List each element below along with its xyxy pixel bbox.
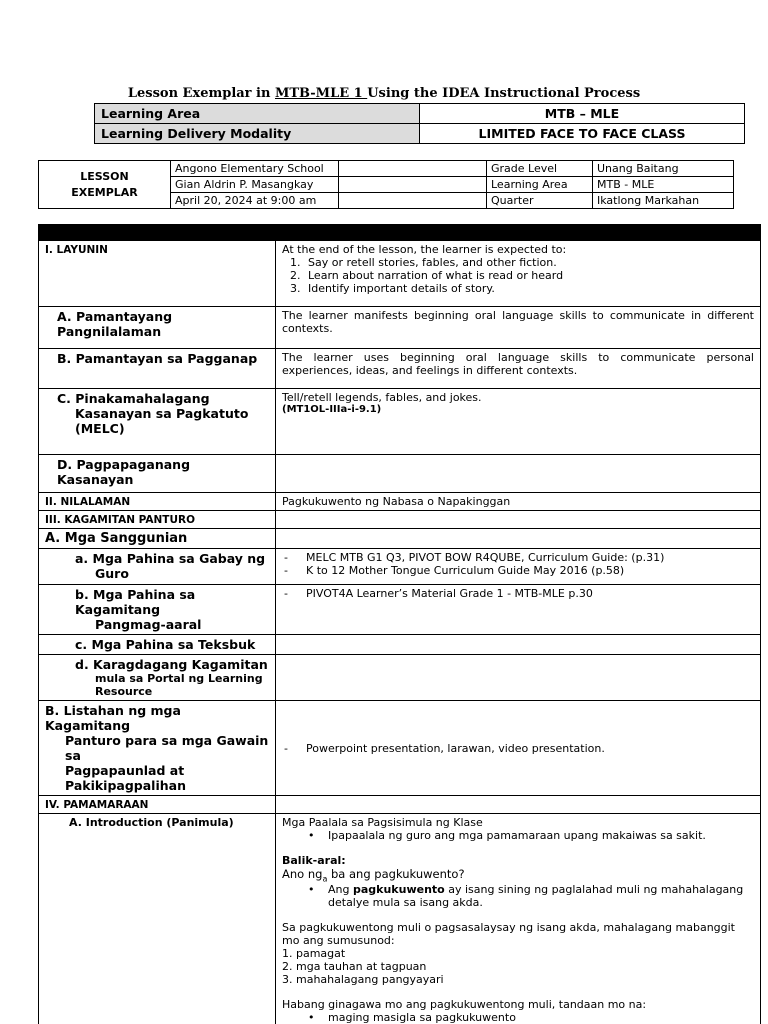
list-item: 2. Learn about narration of what is read or heard [304, 269, 754, 282]
school-name: Angono Elementary School [171, 161, 339, 177]
grade-level-value: Unang Baitang [593, 161, 734, 177]
header-learning-area-label: Learning Area [487, 177, 593, 193]
learning-area-label: Learning Area [95, 104, 420, 124]
blank-cell [276, 796, 761, 814]
list-item: - PIVOT4A Learner’s Material Grade 1 - MTB-MLE p.30 [282, 587, 754, 600]
blank-cell [276, 655, 761, 701]
gabay-label: a. Mga Pahina sa Gabay ng Guro [39, 549, 276, 585]
blank-cell [276, 511, 761, 529]
table-row [95, 104, 745, 124]
table-row [39, 511, 761, 529]
sanggunian-label: A. Mga Sanggunian [39, 529, 276, 549]
nilalaman-text: Pagkukuwento ng Nabasa o Napakinggan [276, 493, 761, 511]
introduction-label: A. Introduction (Panimula) [39, 814, 276, 1024]
blank-cell [276, 529, 761, 549]
layunin-list [304, 256, 754, 295]
table-row [39, 349, 761, 389]
habang-paragraph: Habang ginagawa mo ang pagkukuwentong muli, tandaan mo na: [282, 998, 647, 1012]
grade-level-label: Grade Level [487, 161, 593, 177]
lesson-plan-table [38, 224, 761, 1024]
introduction-content [276, 814, 761, 1024]
list-item: 2. mga tauhan at tagpuan [282, 960, 427, 974]
list-item: • Ipapaalala ng guro ang mga pamamaraan upang makaiwas sa sakit. [282, 829, 754, 842]
table-row [39, 701, 761, 796]
introduction-paragraph: Sa pagkukuwentong muli o pagsasalaysay ng isang akda, mahalagang mabanggit mo ang sumusunod: [282, 921, 735, 948]
table-row [39, 796, 761, 814]
table-row [95, 124, 745, 144]
karagdagang-label: d. Karagdagang Kagamitan mula sa Portal ng Learning Resource [39, 655, 276, 701]
title-subject: MTB-MLE 1 [274, 86, 368, 101]
kagamitan-label: III. KAGAMITAN PANTURO [39, 511, 276, 529]
table-row [39, 307, 761, 349]
list-item: - Powerpoint presentation, larawan, video presentation. [282, 742, 754, 755]
blank-cell [276, 455, 761, 493]
layunin-content [276, 241, 761, 307]
melc-text: Tell/retell legends, fables, and jokes. [282, 391, 482, 404]
list-item: 3. Identify important details of story. [304, 282, 754, 295]
paalala-heading: Mga Paalala sa Pagsisimula ng Klase [282, 816, 483, 829]
list-item: - K to 12 Mother Tongue Curriculum Guide May 2016 (p.58) [282, 564, 754, 577]
document-title [0, 86, 768, 101]
quarter-value: Ikatlong Markahan [593, 193, 734, 209]
teksbuk-label: c. Mga Pahina sa Teksbuk [39, 635, 276, 655]
pamantayang-pangnilalaman-label: A. Pamantayang Pangnilalaman [39, 307, 276, 349]
melc-content [276, 389, 761, 455]
table-row [39, 635, 761, 655]
pamamaraan-label: IV. PAMAMARAAN [39, 796, 276, 814]
pagpapaganang-label: D. Pagpapaganang Kasanayan [39, 455, 276, 493]
blank-cell [339, 193, 487, 209]
table-row [39, 814, 761, 1024]
pamantayan-pagganap-label: B. Pamantayan sa Pagganap [39, 349, 276, 389]
balik-aral-question: Ano $ng_a$ ba ang pagkukuwento? [282, 867, 465, 884]
delivery-modality-label: Learning Delivery Modality [95, 124, 420, 144]
list-item: - MELC MTB G1 Q3, PIVOT BOW R4QUBE, Curriculum Guide: (p.31) [282, 551, 754, 564]
table-row [39, 241, 761, 307]
table-row [39, 161, 734, 177]
listahan-content [276, 701, 761, 796]
layunin-intro: At the end of the lesson, the learner is expected to: [282, 243, 567, 256]
melc-code: (MT1OL-IIIa-i-9.1) [282, 404, 382, 415]
table-row [39, 493, 761, 511]
table-row [39, 655, 761, 701]
blank-cell [339, 161, 487, 177]
lesson-date: April 20, 2024 at 9:00 am [171, 193, 339, 209]
blank-cell [276, 635, 761, 655]
list-item: • maging masigla sa pagkukuwento [282, 1011, 754, 1024]
quarter-label: Quarter [487, 193, 593, 209]
title-suffix: Using the IDEA Instructional Process [367, 86, 641, 101]
table-row [39, 585, 761, 635]
balik-aral-heading: Balik-aral: [282, 854, 346, 867]
header-learning-area-value: MTB - MLE [593, 177, 734, 193]
melc-label: C. Pinakamahalagang Kasanayan sa Pagkatuto (MELC) [39, 389, 276, 455]
list-item: • Ang pagkukuwento ay isang sining ng paglalahad muli ng mahahalagang detalye mula sa isang akda. [282, 883, 754, 909]
pamantayan-pagganap-text: The learner uses beginning oral language skills to communicate personal experiences, ideas, and feelings in different contexts. [276, 349, 761, 389]
layunin-label: I. LAYUNIN [39, 241, 276, 307]
kagamitang-pangmag-content [276, 585, 761, 635]
lesson-exemplar-label: LESSON EXEMPLAR [39, 161, 171, 209]
nilalaman-label: II. NILALAMAN [39, 493, 276, 511]
table-row [39, 549, 761, 585]
kagamitang-pangmag-label: b. Mga Pahina sa Kagamitang Pangmag-aaral [39, 585, 276, 635]
learning-area-table [94, 103, 745, 144]
list-item: 1. pamagat [282, 947, 346, 961]
learning-area-value: MTB – MLE [420, 104, 745, 124]
teacher-name: Gian Aldrin P. Masangkay [171, 177, 339, 193]
listahan-label: B. Listahan ng mga Kagamitang Panturo para sa mga Gawain sa Pagpapaunlad at Pakikipagpalihan [39, 701, 276, 796]
title-prefix: Lesson Exemplar in [127, 86, 275, 101]
table-header-row [39, 225, 761, 241]
table-row [39, 455, 761, 493]
pamantayang-pangnilalaman-text: The learner manifests beginning oral language skills to communicate in different contexts. [276, 307, 761, 349]
delivery-modality-value: LIMITED FACE TO FACE CLASS [420, 124, 745, 144]
lesson-header-table [38, 160, 734, 209]
table-row [39, 529, 761, 549]
gabay-content [276, 549, 761, 585]
table-row [39, 389, 761, 455]
list-item: 1. Say or retell stories, fables, and other fiction. [304, 256, 754, 269]
list-item: 3. mahahalagang pangyayari [282, 973, 444, 987]
blank-cell [339, 177, 487, 193]
